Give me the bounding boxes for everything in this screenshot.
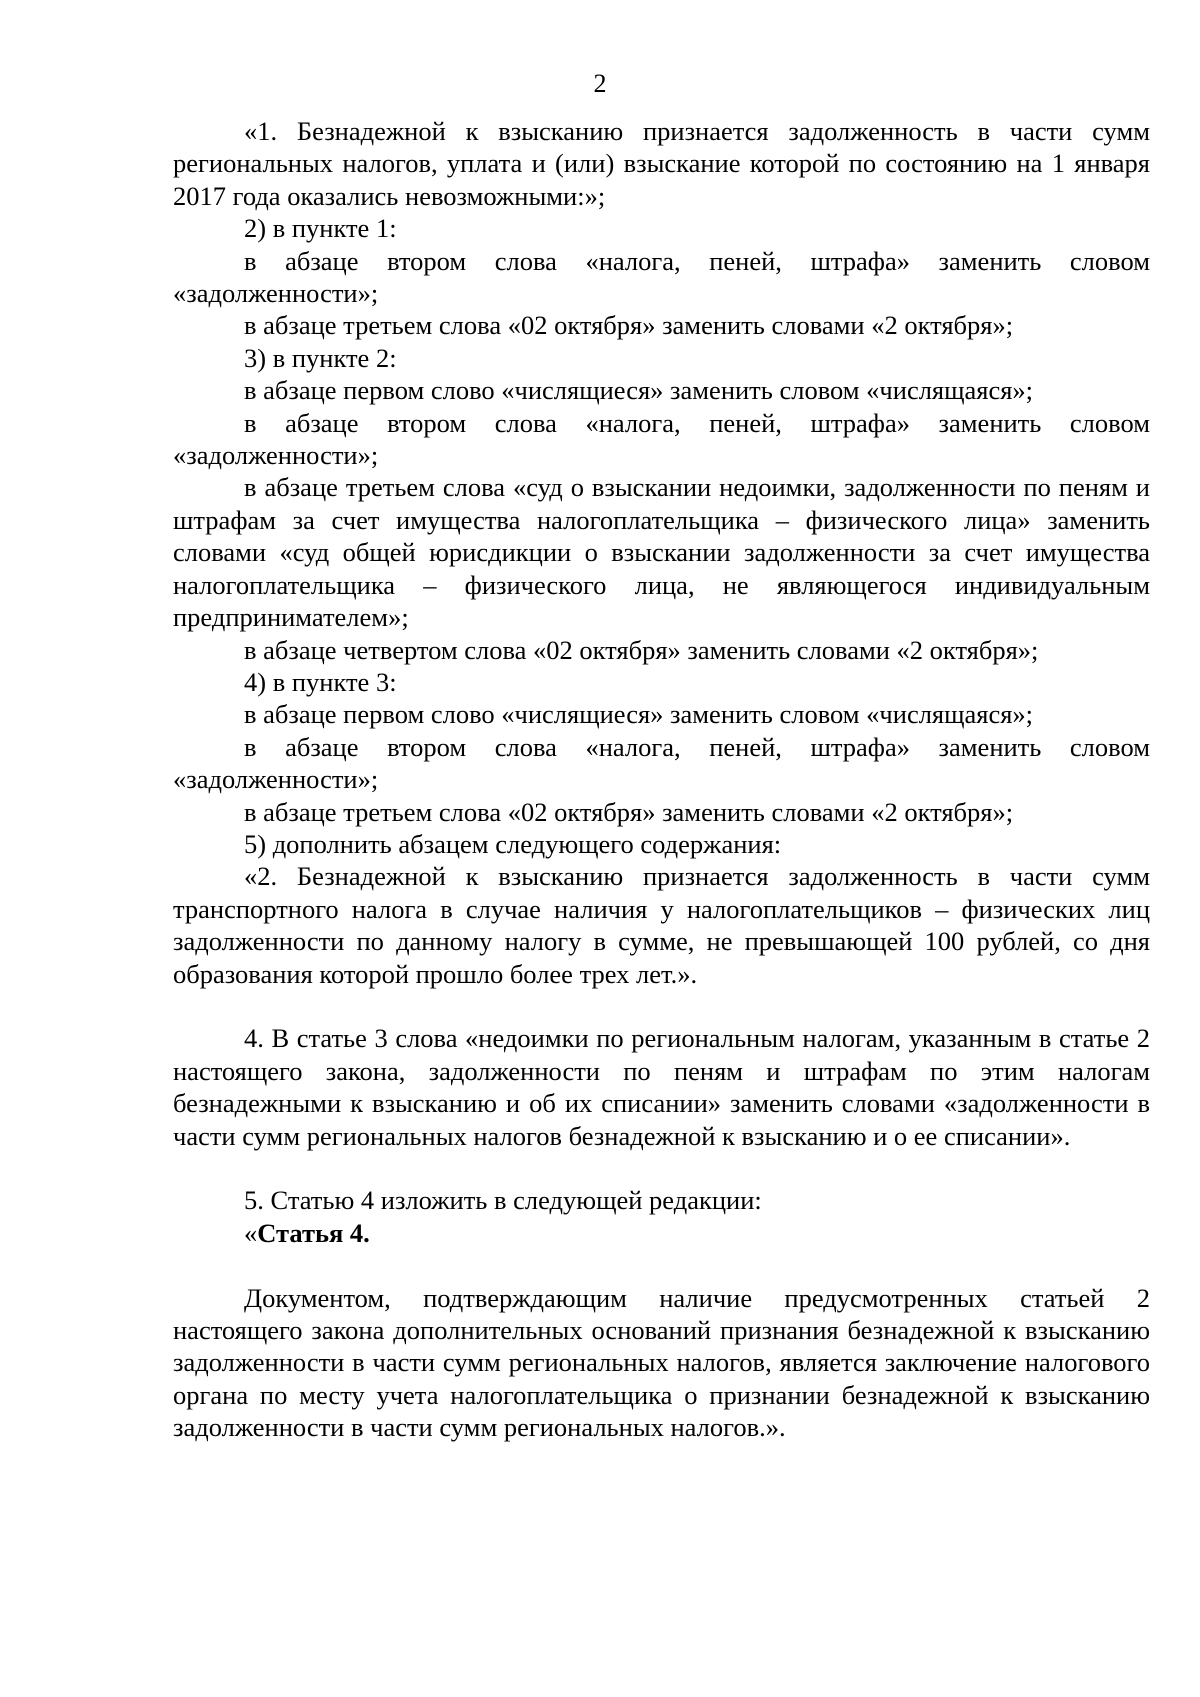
paragraph-gap	[173, 990, 1150, 1022]
paragraph-section-5: 5. Статью 4 изложить в следующей редакции:	[244, 1185, 762, 1216]
paragraph-amend-3d: в абзаце четвертом слова «02 октября» заменить словами «2 октября»;	[244, 634, 1039, 665]
paragraph-gap	[173, 1152, 1150, 1184]
paragraph-amend-3a: в абзаце первом слово «числящиеся» заменить словом «числящаяся»;	[244, 375, 1034, 406]
paragraph-amend-4b: в абзаце втором слова «налога, пеней, штрафа» заменить словом «задолженности»;	[173, 731, 1150, 795]
paragraph-subitem-4: 4) в пункте 3:	[244, 666, 397, 697]
article-heading-title: Статья 4.	[257, 1217, 370, 1248]
paragraph-amend-2a: в абзаце втором слова «налога, пеней, штрафа» заменить словом «задолженности»;	[173, 245, 1150, 309]
paragraph-amend-4a: в абзаце первом слово «числящиеся» заменить словом «числящаяся»;	[244, 699, 1034, 730]
paragraph-amend-2b: в абзаце третьем слова «02 октября» заменить словами «2 октября»;	[244, 310, 1014, 341]
paragraph-gap	[173, 1249, 1150, 1281]
article-heading-quote: «	[244, 1217, 258, 1248]
paragraph-subitem-3: 3) в пункте 2:	[244, 342, 397, 373]
paragraph-subitem-2: 2) в пункте 1:	[244, 213, 397, 244]
paragraph-article-4-text: Документом, подтверждающим наличие предусмотренных статьей 2 настоящего закона дополнительных оснований признания безнадежной к взысканию задолженности в части сумм региональных налогов, является заключение налогового органа по месту учета налогоплательщика о признании безнадежной к взысканию задолженности в части сумм региональных налогов.».	[173, 1282, 1150, 1443]
paragraph-subitem-5: 5) дополнить абзацем следующего содержания:	[244, 828, 782, 859]
paragraph-item-1-quote: «1. Безнадежной к взысканию признается задолженность в части сумм региональных налогов, уплата и (или) взыскание которой по состоянию на 1 января 2017 года оказались невозможными:»;	[173, 116, 1150, 211]
document-body	[173, 115, 1150, 1444]
page-number: 2	[593, 69, 607, 98]
paragraph-amend-3b: в абзаце втором слова «налога, пеней, штрафа» заменить словом «задолженности»;	[173, 407, 1150, 471]
paragraph-item-2-quote: «2. Безнадежной к взысканию признается задолженность в части сумм транспортного налога в случае наличия у налогоплательщиков – физических лиц задолженности по данному налогу в сумме, не превышающей 100 рублей, со дня образования которой прошло более трех лет.».	[173, 861, 1150, 989]
paragraph-section-4: 4. В статье 3 слова «недоимки по региональным налогам, указанным в статье 2 настоящего закона, задолженности по пеням и штрафам по этим налогам безнадежными к взысканию и об их списании» заменить словами «задолженности в части сумм региональных налогов безнадежной к взысканию и о ее списании».	[173, 1023, 1150, 1151]
article-heading	[173, 1217, 1150, 1249]
paragraph-amend-3c: в абзаце третьем слова «суд о взыскании недоимки, задолженности по пеням и штрафам за счет имущества налогоплательщика – физического лица» заменить словами «суд общей юрисдикции о взыскании задолженности за счет имущества налогоплательщика – физического лица, не являющегося индивидуальным предпринимателем»;	[173, 472, 1150, 633]
paragraph-amend-4c: в абзаце третьем слова «02 октября» заменить словами «2 октября»;	[244, 796, 1014, 827]
